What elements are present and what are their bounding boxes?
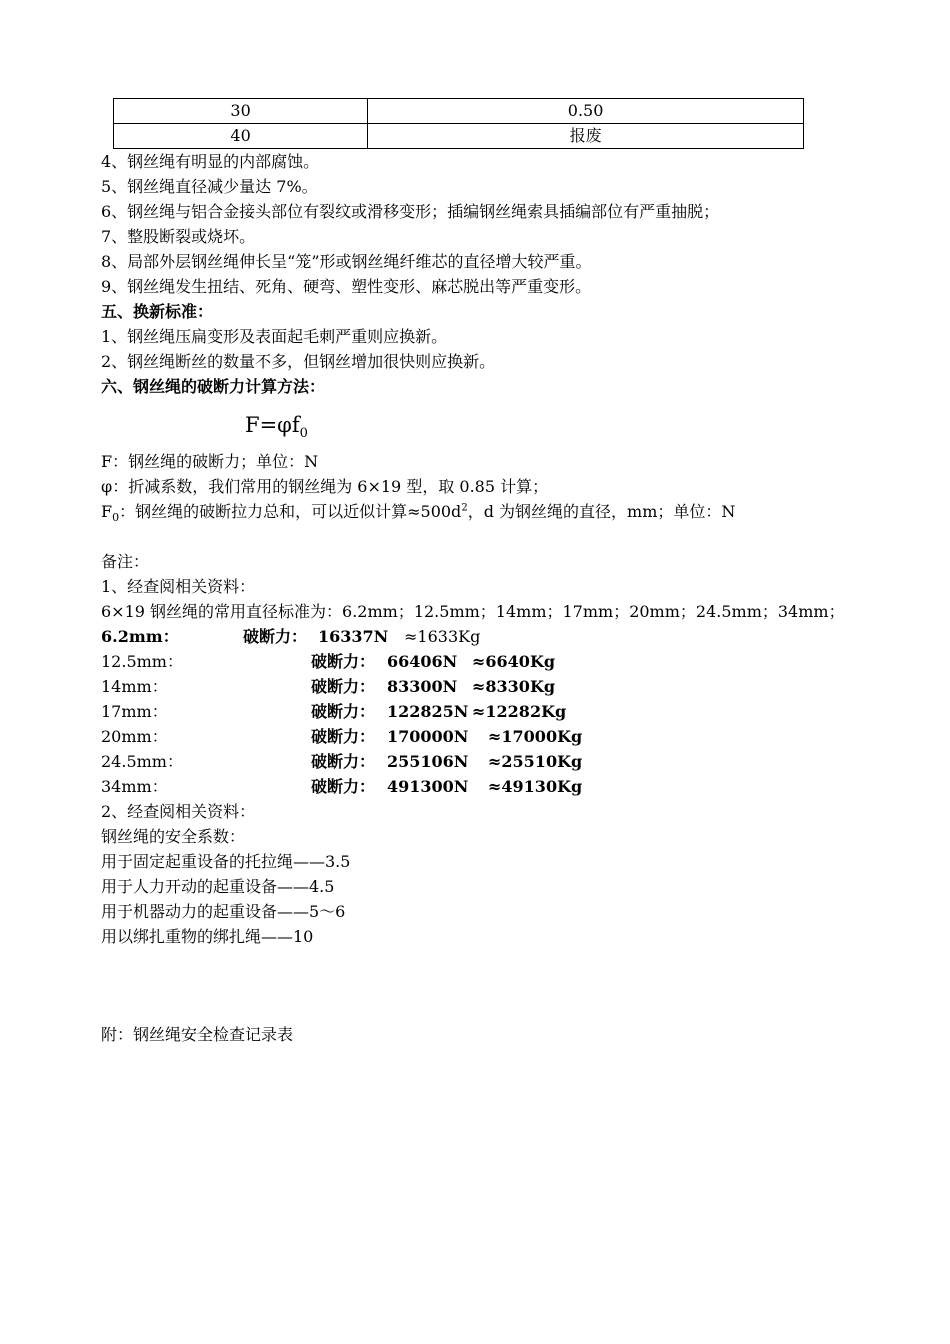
- bf-kg: ≈17000Kg: [488, 727, 583, 746]
- bf-force: 491300N: [387, 777, 469, 796]
- table-cell: 报废: [368, 124, 804, 149]
- bf-kg: ≈1633Kg: [404, 627, 481, 646]
- bf-label: 破断力：: [311, 777, 376, 796]
- safety-factor-3: 用于机器动力的起重设备——5～6: [101, 902, 346, 921]
- criterion-6: 6、钢丝绳与铝合金接头部位有裂纹或滑移变形；插编钢丝绳索具插编部位有严重抽脱；: [101, 202, 720, 221]
- definition-phi: φ：折减系数，我们常用的钢丝绳为 6×19 型，取 0.85 计算；: [101, 477, 549, 496]
- safety-factor-2: 用于人力开动的起重设备——4.5: [101, 877, 335, 896]
- bf-kg: ≈25510Kg: [488, 752, 583, 771]
- bf-label: 破断力：: [243, 627, 308, 646]
- note-1: 1、经查阅相关资料：: [101, 577, 256, 596]
- diameter-standards: 6×19 钢丝绳的常用直径标准为：6.2mm；12.5mm；14mm；17mm；20mm；24.5mm；34mm；: [101, 602, 845, 621]
- bf-kg: ≈8330Kg: [472, 677, 556, 696]
- bf-force: 122825N: [387, 702, 469, 721]
- bf-force: 66406N: [387, 652, 458, 671]
- definition-f: F：钢丝绳的破断力；单位：N: [101, 452, 319, 471]
- bf-kg: ≈6640Kg: [472, 652, 556, 671]
- bf-label: 破断力：: [311, 652, 376, 671]
- formula-subscript: 0: [299, 426, 308, 442]
- bf-diameter: 24.5mm：: [101, 752, 183, 771]
- formula-main: F=φf: [245, 413, 300, 437]
- note-heading: 备注：: [101, 552, 150, 571]
- f0-symbol: F: [101, 502, 113, 521]
- bf-force: 255106N: [387, 752, 469, 771]
- f0-superscript: 2: [461, 502, 468, 514]
- criterion-5: 5、钢丝绳直径减少量达 7%。: [101, 177, 318, 196]
- table-cell: 0.50: [368, 99, 804, 124]
- safety-factor-1: 用于固定起重设备的托拉绳——3.5: [101, 852, 351, 871]
- note-2: 2、经查阅相关资料：: [101, 802, 256, 821]
- bf-diameter: 6.2mm：: [101, 627, 179, 646]
- bf-label: 破断力：: [311, 702, 376, 721]
- definition-f0: [101, 500, 735, 524]
- replace-rule-1: 1、钢丝绳压扁变形及表面起毛刺严重则应换新。: [101, 327, 448, 346]
- safety-factor-4: 用以绑扎重物的绑扎绳——10: [101, 927, 314, 946]
- bf-diameter: 34mm：: [101, 777, 168, 796]
- replace-rule-2: 2、钢丝绳断丝的数量不多，但钢丝增加很快则应换新。: [101, 352, 496, 371]
- f0-text-b: ，d 为钢丝绳的直径，mm；单位：N: [467, 502, 736, 521]
- table-row: [114, 124, 804, 149]
- bf-kg: ≈12282Kg: [472, 702, 567, 721]
- criterion-4: 4、钢丝绳有明显的内部腐蚀。: [101, 152, 320, 171]
- bf-diameter: 17mm：: [101, 702, 168, 721]
- bf-force: 16337N: [318, 627, 389, 646]
- bf-force: 170000N: [387, 727, 469, 746]
- bf-label: 破断力：: [311, 752, 376, 771]
- criterion-9: 9、钢丝绳发生扭结、死角、硬弯、塑性变形、麻芯脱出等严重变形。: [101, 277, 592, 296]
- criterion-7: 7、整股断裂或烧坏。: [101, 227, 256, 246]
- table-row: [114, 99, 804, 124]
- section-heading-6: 六、钢丝绳的破断力计算方法：: [101, 377, 326, 396]
- bf-diameter: 20mm：: [101, 727, 168, 746]
- f0-text-a: ：钢丝绳的破断拉力总和，可以近似计算≈500d: [119, 502, 462, 521]
- criterion-8: 8、局部外层钢丝绳伸长呈“笼”形或钢丝绳纤维芯的直径增大较严重。: [101, 252, 592, 271]
- bf-label: 破断力：: [311, 677, 376, 696]
- table-cell: 30: [114, 99, 368, 124]
- bf-diameter: 12.5mm：: [101, 652, 183, 671]
- table-cell: 40: [114, 124, 368, 149]
- appendix-note: 附：钢丝绳安全检查记录表: [101, 1025, 294, 1044]
- f0-subscript: 0: [112, 511, 120, 525]
- bf-diameter: 14mm：: [101, 677, 168, 696]
- bf-label: 破断力：: [311, 727, 376, 746]
- bf-kg: ≈49130Kg: [488, 777, 583, 796]
- section-heading-5: 五、换新标准：: [101, 302, 214, 321]
- wear-table: [113, 98, 804, 149]
- breaking-force-formula: [245, 410, 308, 440]
- bf-force: 83300N: [387, 677, 458, 696]
- safety-factor-title: 钢丝绳的安全系数：: [101, 827, 246, 846]
